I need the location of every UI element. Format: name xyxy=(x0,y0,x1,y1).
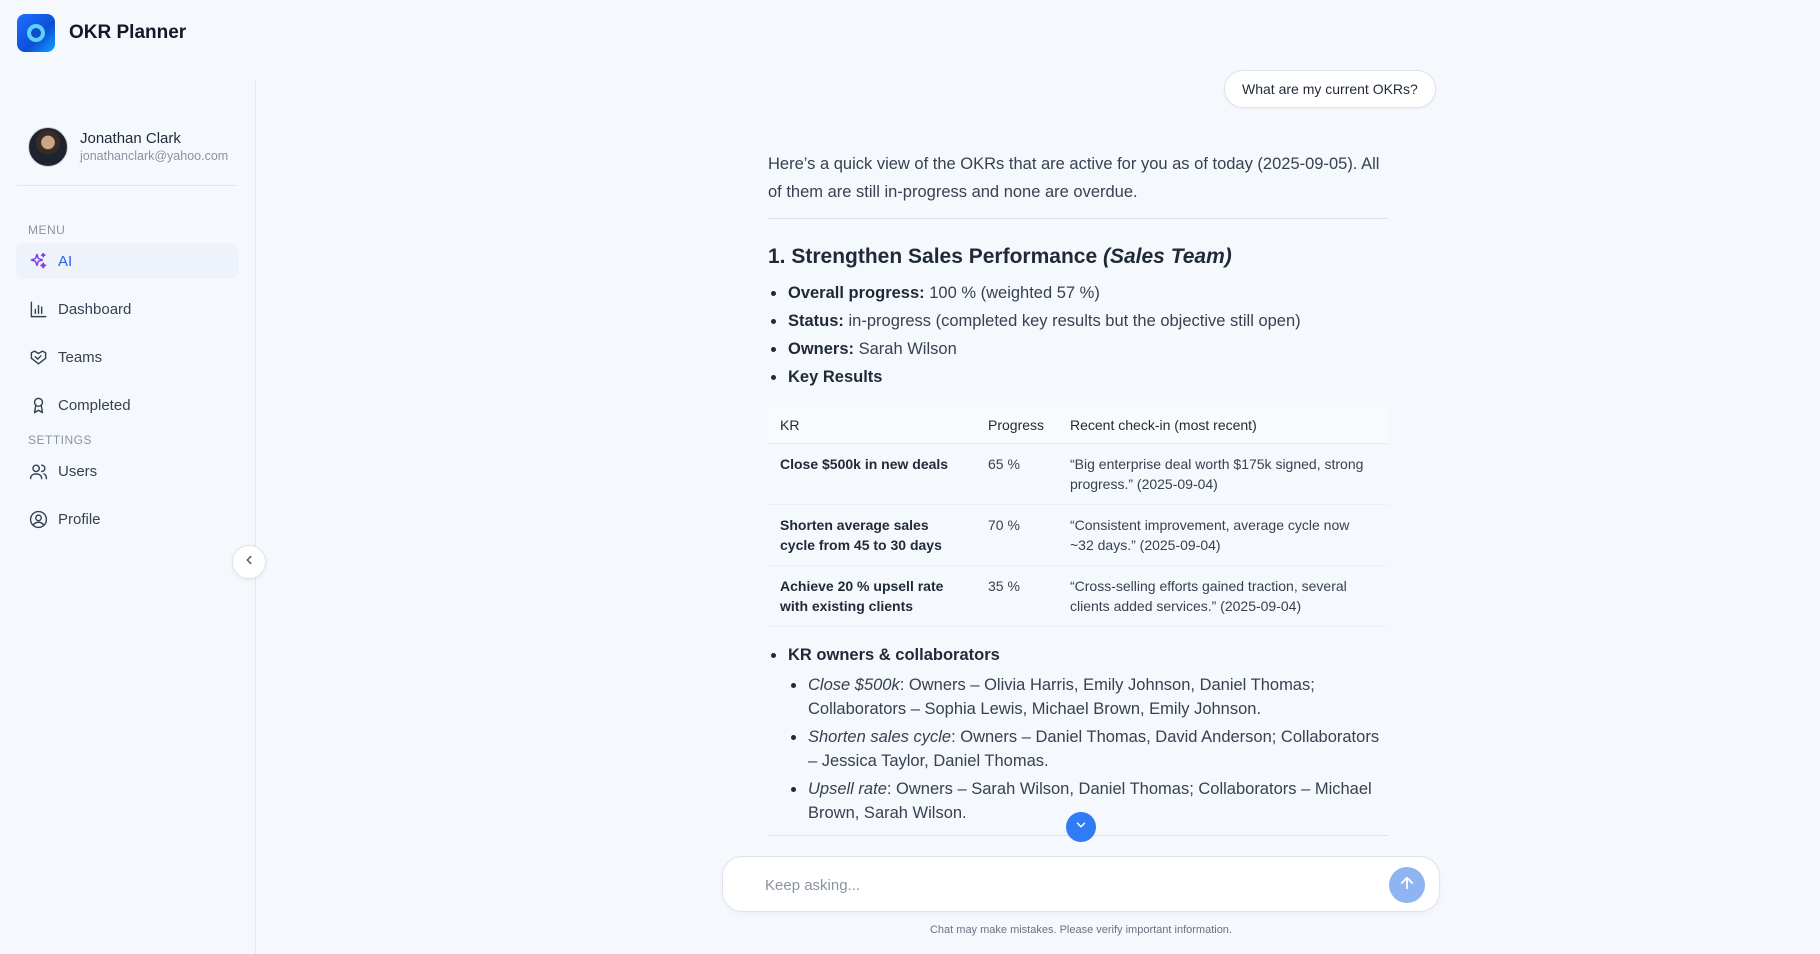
chat-input-box xyxy=(722,856,1440,912)
user-email: jonathanclark@yahoo.com xyxy=(80,149,229,163)
sidebar-divider xyxy=(17,185,238,186)
collaborators-list xyxy=(768,673,1388,825)
kr-name: Achieve 20 % upsell rate with existing clients xyxy=(768,566,976,627)
collab-kr: Close $500k xyxy=(808,676,900,694)
bar-chart-icon xyxy=(28,299,48,319)
kr-name: Shorten average sales cycle from 45 to 30 days xyxy=(768,505,976,566)
list-item xyxy=(768,335,1388,363)
sidebar-item-label: Users xyxy=(58,462,98,480)
settings-section-label: SETTINGS xyxy=(28,433,93,447)
kr-progress: 70 % xyxy=(976,505,1058,566)
sidebar xyxy=(0,80,256,954)
key-results-label: Key Results xyxy=(788,368,883,386)
objective-team: (Sales Team) xyxy=(1102,245,1232,268)
overall-progress-label: Overall progress: xyxy=(788,284,925,302)
owners-value: Sarah Wilson xyxy=(858,340,957,358)
avatar xyxy=(28,127,68,167)
sidebar-item-completed[interactable] xyxy=(16,387,239,423)
sidebar-item-label: AI xyxy=(58,252,73,270)
table-header-row xyxy=(768,407,1388,444)
user-message-bubble: What are my current OKRs? xyxy=(1224,70,1436,108)
kr-name: Close $500k in new deals xyxy=(768,444,976,505)
column-header-checkin: Recent check-in (most recent) xyxy=(1058,407,1388,444)
scroll-to-bottom-button[interactable] xyxy=(1066,812,1096,842)
overall-progress-value: 100 % (weighted 57 %) xyxy=(929,284,1100,302)
list-item xyxy=(768,641,1388,669)
list-item xyxy=(768,725,1388,773)
column-header-kr: KR xyxy=(768,407,976,444)
answer-intro: Here’s a quick view of the OKRs that are active for you as of today (2025-09-05). All of them are still in-progress and none are overdue. xyxy=(768,150,1388,219)
sidebar-item-profile[interactable] xyxy=(16,501,239,537)
status-value: in-progress (completed key results but the objective still open) xyxy=(848,312,1301,330)
status-label: Status: xyxy=(788,312,844,330)
sidebar-item-teams[interactable] xyxy=(16,339,239,375)
user-circle-icon xyxy=(28,509,48,529)
table-row xyxy=(768,566,1388,627)
kr-progress: 65 % xyxy=(976,444,1058,505)
chat-input[interactable] xyxy=(765,873,1345,897)
sparkles-icon xyxy=(28,251,48,271)
chevron-left-icon xyxy=(242,553,256,572)
owners-label: Owners: xyxy=(788,340,855,358)
key-results-table xyxy=(768,407,1388,627)
arrow-up-icon xyxy=(1398,874,1416,897)
kr-progress: 35 % xyxy=(976,566,1058,627)
sidebar-item-label: Teams xyxy=(58,348,103,366)
kr-checkin: “Big enterprise deal worth $175k signed, strong progress.” (2025-09-04) xyxy=(1058,444,1388,505)
collab-kr: Upsell rate xyxy=(808,780,887,798)
collab-text: : Owners – Olivia Harris, Emily Johnson, Daniel Thomas; Collaborators – Sophia Lewis, Michael Brown, Emily Johnson. xyxy=(808,676,1315,718)
assistant-answer xyxy=(768,150,1388,836)
kr-checkin: “Cross-selling efforts gained traction, several clients added services.” (2025-09-04) xyxy=(1058,566,1388,627)
table-row xyxy=(768,444,1388,505)
disclaimer: Chat may make mistakes. Please verify important information. xyxy=(929,924,1232,936)
sidebar-item-label: Profile xyxy=(58,510,101,528)
column-header-progress: Progress xyxy=(976,407,1058,444)
sidebar-item-label: Completed xyxy=(58,396,131,414)
award-icon xyxy=(28,395,48,415)
top-bar xyxy=(0,0,1820,66)
users-icon xyxy=(28,461,48,481)
collab-kr: Shorten sales cycle xyxy=(808,728,952,746)
sidebar-item-dashboard[interactable] xyxy=(16,291,239,327)
list-item xyxy=(768,363,1388,391)
app-logo-icon xyxy=(17,14,55,52)
collab-text: : Owners – Sarah Wilson, Daniel Thomas; Collaborators – Michael Brown, Sarah Wilson. xyxy=(808,780,1372,822)
list-item xyxy=(768,279,1388,307)
sidebar-item-users[interactable] xyxy=(16,453,239,489)
collapse-sidebar-button[interactable] xyxy=(232,545,266,579)
send-button[interactable] xyxy=(1389,867,1425,903)
menu-section-label: MENU xyxy=(28,223,66,237)
collaborators-label: KR owners & collaborators xyxy=(788,646,1000,664)
objective-number: 1. xyxy=(768,245,786,268)
collaborators-section xyxy=(768,641,1388,669)
list-item xyxy=(768,307,1388,335)
sidebar-item-label: Dashboard xyxy=(58,300,132,318)
objective-title: Strengthen Sales Performance xyxy=(791,245,1098,268)
handshake-icon xyxy=(28,347,48,367)
table-row xyxy=(768,505,1388,566)
user-name: Jonathan Clark xyxy=(80,130,181,147)
collab-text: : Owners – Daniel Thomas, David Anderson; Collaborators – Jessica Taylor, Daniel Thomas. xyxy=(808,728,1380,770)
app-title: OKR Planner xyxy=(69,22,187,43)
sidebar-item-ai[interactable] xyxy=(16,243,239,279)
chevron-down-icon xyxy=(1074,818,1088,837)
kr-checkin: “Consistent improvement, average cycle now ~32 days.” (2025-09-04) xyxy=(1058,505,1388,566)
objective-details xyxy=(768,279,1388,391)
profile-card[interactable] xyxy=(0,80,255,185)
objective-heading xyxy=(768,243,1388,271)
list-item xyxy=(768,673,1388,721)
